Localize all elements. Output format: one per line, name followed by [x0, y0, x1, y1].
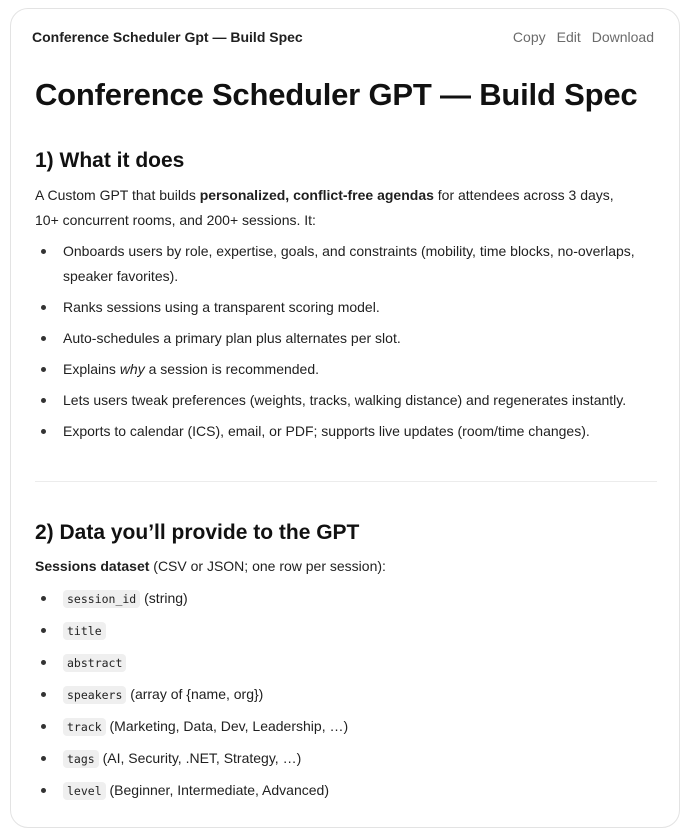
field-code: abstract	[63, 654, 126, 672]
list-item	[35, 618, 645, 644]
list-item	[35, 778, 645, 804]
list-item	[35, 714, 645, 740]
list-item-emphasis: why	[119, 361, 145, 377]
list-item	[35, 746, 645, 772]
field-code: session_id	[63, 590, 140, 608]
list-item-text: Explains	[63, 361, 120, 377]
list-item	[35, 650, 645, 676]
section-heading-data: 2) Data you’ll provide to the GPT	[35, 521, 360, 544]
dataset-label: Sessions dataset	[35, 558, 150, 574]
list-item: Lets users tweak preferences (weights, tracks, walking distance) and regenerates instantly.	[35, 388, 645, 413]
list-item: Onboards users by role, expertise, goals, and constraints (mobility, time blocks, no-overlaps, speaker favorites).	[35, 239, 645, 289]
field-code: level	[63, 782, 106, 800]
list-item	[35, 357, 645, 382]
page-title: Conference Scheduler GPT — Build Spec	[35, 77, 638, 112]
list-item: Auto-schedules a primary plan plus alternates per slot.	[35, 326, 645, 351]
field-code: tags	[63, 750, 99, 768]
field-desc: (array of {name, org})	[126, 686, 264, 702]
dataset-description: (CSV or JSON; one row per session):	[149, 558, 386, 574]
download-button[interactable]: Download	[591, 29, 654, 45]
copy-button[interactable]: Copy	[512, 29, 546, 45]
field-code: track	[63, 718, 106, 736]
field-desc: (AI, Security, .NET, Strategy, …)	[98, 750, 302, 766]
features-list	[35, 239, 645, 450]
sessions-dataset-intro	[35, 554, 635, 579]
field-desc: (Beginner, Intermediate, Advanced)	[105, 782, 329, 798]
edit-button[interactable]: Edit	[556, 29, 581, 45]
list-item	[35, 586, 645, 612]
field-desc: (string)	[140, 590, 188, 606]
field-code: title	[63, 622, 106, 640]
section-heading-what-it-does: 1) What it does	[35, 149, 185, 172]
intro-text-end: for attendees across 3 days, 10+ concurrent rooms, and 200+ sessions. It:	[35, 187, 614, 228]
document-toolbar	[11, 9, 679, 67]
intro-bold-text: personalized, conflict-free agendas	[199, 187, 434, 203]
list-item: Exports to calendar (ICS), email, or PDF; supports live updates (room/time changes).	[35, 419, 645, 444]
list-item-text-end: a session is recommended.	[144, 361, 320, 377]
document-actions	[513, 29, 654, 45]
list-item	[35, 682, 645, 708]
field-code: speakers	[63, 686, 126, 704]
field-desc: (Marketing, Data, Dev, Leadership, …)	[105, 718, 349, 734]
section-intro	[35, 183, 635, 233]
document-title: Conference Scheduler Gpt — Build Spec	[32, 29, 303, 45]
fields-list	[35, 586, 645, 810]
document-card	[10, 8, 680, 828]
section-divider	[35, 481, 657, 482]
intro-text: A Custom GPT that builds	[35, 187, 200, 203]
list-item: Ranks sessions using a transparent scoring model.	[35, 295, 645, 320]
